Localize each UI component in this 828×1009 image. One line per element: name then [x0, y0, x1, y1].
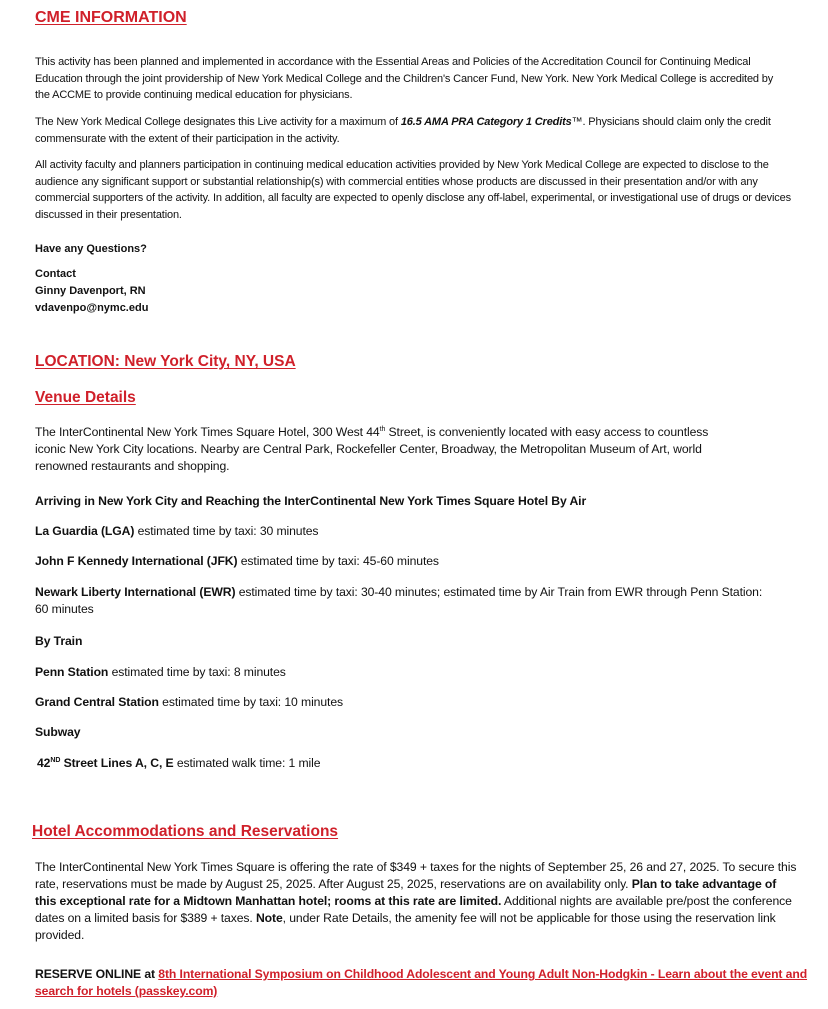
subway-lines: 42ND Street Lines A, C, E estimated walk time: 1 mile: [37, 756, 321, 770]
reservation-link[interactable]: 8th International Symposium on Childhood Adolescent and Young Adult Non-Hodgkin - Learn about the event and search for hotels (passkey.com): [35, 967, 808, 998]
contact-name: Ginny Davenport, RN: [35, 285, 146, 297]
venue-description-paragraph: The InterContinental New York Times Square Hotel, 300 West 44th Street, is conveniently located with easy access to countless iconic New York City locations. Nearby are Central Park, Rockefeller Center, Broadway, the Metropolitan Museum of Art, world renowned restaurants and shopping.: [35, 425, 709, 473]
cme-disclosure-paragraph: All activity faculty and planners participation in continuing medical education activities provided by New York Medical College are expected to disclose to the audience any significant support or substantial relationship(s) with commercial entities whose products are discussed in their presentation and/or with any commercial supporters of the activity. In addition, all faculty are expected to openly disclose any off-label, experimental, or investigational use of drugs or devices discussed in their presentation.: [35, 159, 791, 221]
reserve-label: RESERVE ONLINE at: [35, 967, 159, 981]
contact-label: Contact: [35, 268, 76, 280]
train-grand-central: Grand Central Station estimated time by taxi: 10 minutes: [35, 695, 343, 709]
hotel-rate-paragraph: The InterContinental New York Times Square is offering the rate of $349 + taxes for the nights of September 25, 26 and 27, 2025. To secure this rate, reservations must be made by August 25, 2025. After August 25, 2025, reservations are on availability only. Plan to take advantage of this exceptional rate for a Midtown Manhattan hotel; rooms at this rate are limited. Additional nights are available pre/post the conference dates on a limited basis for $389 + taxes. Note, under Rate Details, the amenity fee will not be applicable for those using the reservation link provided.: [35, 860, 797, 942]
questions-label: Have any Questions?: [35, 243, 147, 255]
reserve-online: [35, 966, 815, 1000]
contact-email[interactable]: vdavenpo@nymc.edu: [35, 302, 149, 314]
cme-accreditation-paragraph: This activity has been planned and implemented in accordance with the Essential Areas and Policies of the Accreditation Council for Continuing Medical Education through the joint providership of New York Medical College and the Children's Cancer Fund, New York. New York Medical College is accredited by the ACCME to provide continuing medical education for physicians.: [35, 56, 774, 101]
arriving-heading: Arriving in New York City and Reaching the InterContinental New York Times Square Hotel By Air: [35, 494, 587, 508]
airport-ewr: Newark Liberty International (EWR) estimated time by taxi: 30-40 minutes; estimated time by Air Train from EWR through Penn Station: 60 minutes: [35, 585, 763, 616]
hotel-heading: Hotel Accommodations and Reservations: [32, 823, 339, 840]
by-train-heading: By Train: [35, 634, 83, 648]
train-penn-station: Penn Station estimated time by taxi: 8 minutes: [35, 665, 286, 679]
cme-credits-paragraph: The New York Medical College designates this Live activity for a maximum of 16.5 AMA PRA Category 1 Credits™. Physicians should claim only the credit commensurate with the extent of their participation in the activity.: [35, 116, 771, 145]
subway-heading: Subway: [35, 725, 81, 739]
airport-lga: La Guardia (LGA) estimated time by taxi: 30 minutes: [35, 524, 319, 538]
location-heading: LOCATION: New York City, NY, USA: [35, 353, 296, 370]
credits-amount: 16.5 AMA PRA Category 1 Credits: [400, 116, 572, 128]
venue-heading: Venue Details: [35, 389, 136, 406]
airport-jfk: John F Kennedy International (JFK) estimated time by taxi: 45-60 minutes: [35, 554, 439, 568]
cme-heading: CME INFORMATION: [35, 9, 187, 26]
